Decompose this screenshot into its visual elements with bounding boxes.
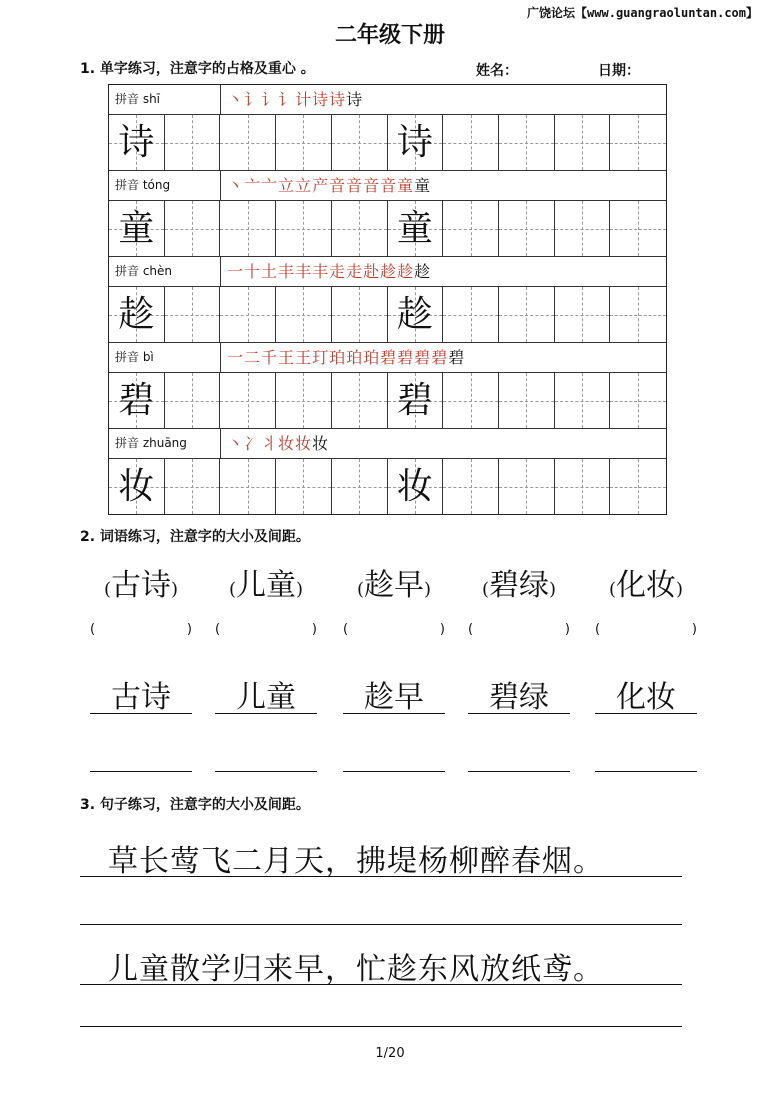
close-paren: ) <box>549 579 557 600</box>
close-paren: ) <box>311 622 317 637</box>
tian-grid-cell <box>165 115 221 170</box>
open-paren: ( <box>481 579 489 600</box>
stroke-step: 碧 <box>414 348 432 367</box>
tian-grid-cell <box>109 201 165 256</box>
stroke-step: 冫 <box>244 434 262 453</box>
tian-grid-cell <box>332 459 388 514</box>
word-trace: 碧绿 <box>489 680 549 715</box>
open-paren: ( <box>356 579 364 600</box>
tian-grid-cell <box>165 459 221 514</box>
stroke-step: 妆 <box>295 434 313 453</box>
stroke-step: 二 <box>244 348 262 367</box>
stroke-step: 丰 <box>295 262 313 281</box>
model-character-copy: 趁 <box>396 294 433 335</box>
tian-grid-cell <box>610 201 666 256</box>
stroke-step: 讠 <box>244 90 262 109</box>
tian-grid-cell <box>499 373 555 428</box>
tian-grid-cell <box>555 459 611 514</box>
stroke-step: 碧 <box>448 348 466 367</box>
stroke-step: 千 <box>261 348 279 367</box>
stroke-step: 王 <box>295 348 313 367</box>
word-with-pinyin-parens <box>215 560 317 604</box>
tian-grid-cell <box>276 287 332 342</box>
stroke-order <box>227 85 363 114</box>
pinyin-label: 拼音 zhuāng <box>109 429 221 458</box>
pinyin-label: 拼音 chèn <box>109 257 221 286</box>
stroke-step: 碧 <box>380 348 398 367</box>
page-number: 1/20 <box>375 1046 405 1061</box>
name-label: 姓名： <box>476 63 518 79</box>
word-writing-line <box>595 712 697 714</box>
pinyin-answer-blank <box>343 622 445 637</box>
word-writing-line <box>90 770 192 772</box>
stroke-order <box>227 171 431 200</box>
stroke-step: 童 <box>397 176 415 195</box>
word-text: 碧绿 <box>489 568 549 603</box>
stroke-step: 丬 <box>261 434 279 453</box>
sentence-1: 草长莺飞二月天，拂堤杨柳醉春烟。 <box>108 844 604 879</box>
section2-heading: 2. 词语练习，注意字的大小及间距。 <box>80 529 310 545</box>
close-paren: ) <box>676 579 684 600</box>
pinyin-answer-blank <box>215 622 317 637</box>
tian-grid-cell <box>610 287 666 342</box>
stroke-step: 音 <box>363 176 381 195</box>
word-trace: 趁早 <box>364 680 424 715</box>
open-paren: ( <box>343 622 349 637</box>
stroke-step: 丰 <box>312 262 330 281</box>
stroke-step: 产 <box>312 176 330 195</box>
close-paren: ) <box>439 622 445 637</box>
stroke-step: 趁 <box>414 262 432 281</box>
word-with-pinyin-parens <box>595 560 697 604</box>
open-paren: ( <box>595 622 601 637</box>
stroke-step: 趁 <box>397 262 415 281</box>
tian-grid-cell <box>443 115 499 170</box>
tian-grid-cell <box>499 115 555 170</box>
sentence-writing-line <box>80 924 682 925</box>
stroke-step: 碧 <box>397 348 415 367</box>
pinyin-row <box>109 257 666 287</box>
word-writing-line <box>468 770 570 772</box>
stroke-step: 珀 <box>329 348 347 367</box>
tian-grid-cell <box>443 201 499 256</box>
stroke-order <box>227 429 329 458</box>
word-writing-line <box>343 770 445 772</box>
tian-grid-cell <box>443 287 499 342</box>
tian-grid-cell <box>499 201 555 256</box>
tian-grid-cell <box>555 201 611 256</box>
stroke-step: 珀 <box>363 348 381 367</box>
tian-grid-cell <box>388 287 444 342</box>
stroke-step: 讠 <box>278 90 296 109</box>
tian-grid-cell <box>276 373 332 428</box>
tian-grid-cell <box>555 115 611 170</box>
model-character-copy: 妆 <box>396 466 433 507</box>
stroke-step: 亠 <box>244 176 262 195</box>
word-writing-line <box>90 712 192 714</box>
word-writing-line <box>343 712 445 714</box>
stroke-step: 走 <box>346 262 364 281</box>
pinyin-row <box>109 85 666 115</box>
open-paren: ( <box>215 622 221 637</box>
character-row <box>109 459 666 514</box>
stroke-step: 丶 <box>227 90 245 109</box>
model-character: 诗 <box>118 122 155 163</box>
word-with-pinyin-parens <box>90 560 192 604</box>
watermark-site: 广饶论坛 <box>527 6 576 20</box>
word-trace: 化妆 <box>616 680 676 715</box>
tian-grid-cell <box>109 287 165 342</box>
open-paren: ( <box>468 622 474 637</box>
model-character-copy: 诗 <box>396 122 433 163</box>
tian-grid-cell <box>332 287 388 342</box>
stroke-step: 诗 <box>329 90 347 109</box>
open-paren: ( <box>90 622 96 637</box>
stroke-step: 赴 <box>363 262 381 281</box>
tian-grid-cell <box>332 115 388 170</box>
stroke-step: 立 <box>278 176 296 195</box>
character-row <box>109 373 666 429</box>
tian-grid-cell <box>555 287 611 342</box>
tian-grid-cell <box>332 201 388 256</box>
tian-grid-cell <box>499 287 555 342</box>
model-character: 趁 <box>118 294 155 335</box>
tian-grid-cell <box>220 201 276 256</box>
stroke-step: 土 <box>261 262 279 281</box>
word-with-pinyin-parens <box>468 560 570 604</box>
stroke-step: 十 <box>244 262 262 281</box>
tian-grid-cell <box>276 115 332 170</box>
stroke-step: 童 <box>414 176 432 195</box>
tian-grid-cell <box>165 373 221 428</box>
stroke-step: 诗 <box>312 90 330 109</box>
tian-grid-cell <box>610 373 666 428</box>
stroke-step: 珀 <box>346 348 364 367</box>
stroke-step: 诗 <box>346 90 364 109</box>
tian-grid-cell <box>388 115 444 170</box>
tian-grid-cell <box>388 373 444 428</box>
tian-grid-cell <box>109 115 165 170</box>
tian-grid-cell <box>165 287 221 342</box>
model-character: 妆 <box>118 466 155 507</box>
close-paren: ) <box>691 622 697 637</box>
tian-grid-cell <box>220 459 276 514</box>
word-trace: 古诗 <box>111 680 171 715</box>
stroke-step: 丶 <box>227 434 245 453</box>
pinyin-row <box>109 171 666 201</box>
stroke-step: 王 <box>278 348 296 367</box>
tian-grid-cell <box>610 459 666 514</box>
sentence-writing-line <box>80 1026 682 1027</box>
stroke-step: 立 <box>295 176 313 195</box>
pinyin-row <box>109 429 666 459</box>
word-trace: 儿童 <box>236 680 296 715</box>
tian-grid-cell <box>220 287 276 342</box>
stroke-step: 音 <box>329 176 347 195</box>
tian-grid-cell <box>220 115 276 170</box>
stroke-step: 碧 <box>431 348 449 367</box>
character-practice-grid <box>108 84 667 515</box>
tian-grid-cell <box>610 115 666 170</box>
stroke-step: 妆 <box>278 434 296 453</box>
section3-heading: 3. 句子练习，注意字的大小及间距。 <box>80 797 310 813</box>
tian-grid-cell <box>388 459 444 514</box>
pinyin-answer-blank <box>90 622 192 637</box>
word-writing-line <box>215 770 317 772</box>
stroke-order <box>227 343 465 372</box>
close-paren: ) <box>564 622 570 637</box>
pinyin-label: 拼音 shī <box>109 85 221 114</box>
pinyin-answer-blank <box>468 622 570 637</box>
pinyin-row <box>109 343 666 373</box>
model-character-copy: 童 <box>396 208 433 249</box>
pinyin-label: 拼音 tóng <box>109 171 221 200</box>
word-text: 古诗 <box>111 568 171 603</box>
tian-grid-cell <box>276 459 332 514</box>
pinyin-label: 拼音 bì <box>109 343 221 372</box>
model-character: 碧 <box>118 380 155 421</box>
word-text: 趁早 <box>364 568 424 603</box>
watermark-url: 【www.guangraoluntan.com】 <box>575 6 758 20</box>
pinyin-answer-blank <box>595 622 697 637</box>
tian-grid-cell <box>443 459 499 514</box>
tian-grid-cell <box>499 459 555 514</box>
open-paren: ( <box>608 579 616 600</box>
section1-heading: 1. 单字练习，注意字的占格及重心 。 <box>80 61 315 77</box>
stroke-step: 音 <box>380 176 398 195</box>
word-writing-line <box>468 712 570 714</box>
stroke-step: 一 <box>227 348 245 367</box>
close-paren: ) <box>186 622 192 637</box>
close-paren: ) <box>424 579 432 600</box>
word-writing-line <box>215 712 317 714</box>
stroke-step: 妆 <box>312 434 330 453</box>
character-row <box>109 287 666 343</box>
stroke-order <box>227 257 431 286</box>
sentence-writing-line <box>80 984 682 985</box>
stroke-step: 音 <box>346 176 364 195</box>
word-text: 化妆 <box>616 568 676 603</box>
tian-grid-cell <box>443 373 499 428</box>
word-text: 儿童 <box>236 568 296 603</box>
stroke-step: 亠 <box>261 176 279 195</box>
sentence-writing-line <box>80 876 682 877</box>
model-character-copy: 碧 <box>396 380 433 421</box>
tian-grid-cell <box>109 373 165 428</box>
stroke-step: 计 <box>295 90 313 109</box>
tian-grid-cell <box>388 201 444 256</box>
page-title: 二年级下册 <box>334 23 445 48</box>
stroke-step: 趁 <box>380 262 398 281</box>
tian-grid-cell <box>220 373 276 428</box>
word-with-pinyin-parens <box>343 560 445 604</box>
stroke-step: 一 <box>227 262 245 281</box>
stroke-step: 丶 <box>227 176 245 195</box>
close-paren: ) <box>296 579 304 600</box>
tian-grid-cell <box>165 201 221 256</box>
tian-grid-cell <box>332 373 388 428</box>
tian-grid-cell <box>276 201 332 256</box>
character-row <box>109 115 666 171</box>
word-writing-line <box>595 770 697 772</box>
stroke-step: 讠 <box>261 90 279 109</box>
stroke-step: 玎 <box>312 348 330 367</box>
stroke-step: 丰 <box>278 262 296 281</box>
stroke-step: 走 <box>329 262 347 281</box>
date-label: 日期： <box>598 63 640 79</box>
model-character: 童 <box>118 208 155 249</box>
tian-grid-cell <box>555 373 611 428</box>
tian-grid-cell <box>109 459 165 514</box>
sentence-2: 儿童散学归来早，忙趁东风放纸鸢。 <box>108 952 604 987</box>
character-row <box>109 201 666 257</box>
open-paren: ( <box>103 579 111 600</box>
open-paren: ( <box>228 579 236 600</box>
close-paren: ) <box>171 579 179 600</box>
